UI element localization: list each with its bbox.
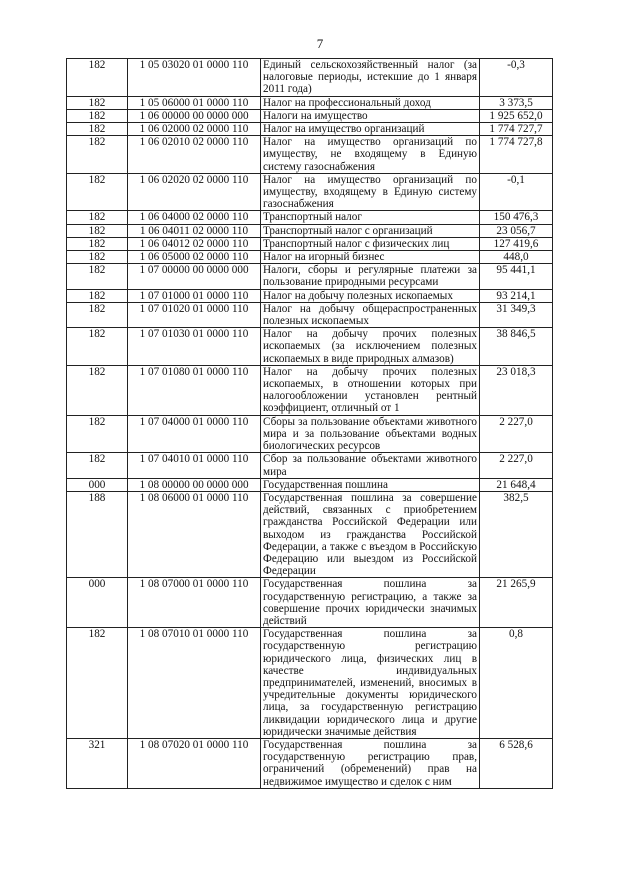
table-row — [67, 123, 553, 136]
amount-cell: 21 648,4 — [480, 478, 553, 491]
table-row — [67, 738, 553, 788]
admin-code-cell: 182 — [67, 365, 128, 415]
budget-classification-code-cell: 1 07 01000 01 0000 110 — [128, 289, 261, 302]
budget-classification-code-cell: 1 06 02000 02 0000 110 — [128, 123, 261, 136]
budget-classification-code-cell: 1 08 07020 01 0000 110 — [128, 738, 261, 788]
admin-code-cell: 182 — [67, 415, 128, 453]
budget-classification-code-cell: 1 06 04012 02 0000 110 — [128, 237, 261, 250]
table-row — [67, 415, 553, 453]
revenue-name-cell: Налог на имущество организаций по имуществу, входящему в Единую систему газоснабжения — [261, 173, 480, 211]
amount-cell: 21 265,9 — [480, 578, 553, 628]
revenue-name-cell: Налог на имущество организаций по имуществу, не входящему в Единую систему газоснабжения — [261, 136, 480, 174]
admin-code-cell: 182 — [67, 173, 128, 211]
revenue-name-cell: Налог на добычу прочих полезных ископаемых, в отношении которых при налогообложении установлен рентный коэффициент, отличный от 1 — [261, 365, 480, 415]
amount-cell: 31 349,3 — [480, 302, 553, 327]
revenue-name-cell: Транспортный налог с физических лиц — [261, 237, 480, 250]
budget-classification-code-cell: 1 07 04000 01 0000 110 — [128, 415, 261, 453]
page-number: 7 — [316, 36, 324, 51]
admin-code-cell: 182 — [67, 211, 128, 224]
budget-classification-code-cell: 1 06 05000 02 0000 110 — [128, 251, 261, 264]
budget-classification-code-cell: 1 05 03020 01 0000 110 — [128, 59, 261, 97]
admin-code-cell: 188 — [67, 491, 128, 577]
revenue-name-cell: Государственная пошлина за совершение действий, связанных с приобретением гражданства Российской Федерации или выходом из гражданства Российской Федерации, а также с въездом в Российскую Федерацию или выездом из Российской Федерации — [261, 491, 480, 577]
budget-classification-code-cell: 1 08 07010 01 0000 110 — [128, 628, 261, 739]
amount-cell: 93 214,1 — [480, 289, 553, 302]
table-row — [67, 251, 553, 264]
table-row — [67, 136, 553, 174]
amount-cell: 1 925 652,0 — [480, 109, 553, 122]
revenue-name-cell: Налог на имущество организаций — [261, 123, 480, 136]
table-row — [67, 237, 553, 250]
budget-classification-code-cell: 1 07 01080 01 0000 110 — [128, 365, 261, 415]
amount-cell: 2 227,0 — [480, 453, 553, 478]
revenue-name-cell: Налог на добычу полезных ископаемых — [261, 289, 480, 302]
revenue-name-cell: Налоги, сборы и регулярные платежи за пользование природными ресурсами — [261, 264, 480, 289]
budget-classification-code-cell: 1 06 04000 02 0000 110 — [128, 211, 261, 224]
revenue-name-cell: Налоги на имущество — [261, 109, 480, 122]
admin-code-cell: 182 — [67, 237, 128, 250]
admin-code-cell: 182 — [67, 59, 128, 97]
amount-cell: 382,5 — [480, 491, 553, 577]
admin-code-cell: 000 — [67, 478, 128, 491]
revenue-name-cell: Налог на игорный бизнес — [261, 251, 480, 264]
budget-classification-code-cell: 1 06 02010 02 0000 110 — [128, 136, 261, 174]
budget-classification-code-cell: 1 08 07000 01 0000 110 — [128, 578, 261, 628]
revenue-name-cell: Сборы за пользование объектами животного мира и за пользование объектами водных биологических ресурсов — [261, 415, 480, 453]
table-row — [67, 365, 553, 415]
admin-code-cell: 182 — [67, 109, 128, 122]
admin-code-cell: 182 — [67, 264, 128, 289]
amount-cell: 3 373,5 — [480, 96, 553, 109]
amount-cell: 6 528,6 — [480, 738, 553, 788]
table-row — [67, 628, 553, 739]
revenue-name-cell: Единый сельскохозяйственный налог (за налоговые периоды, истекшие до 1 января 2011 года) — [261, 59, 480, 97]
amount-cell: -0,3 — [480, 59, 553, 97]
admin-code-cell: 182 — [67, 251, 128, 264]
revenue-name-cell: Налог на добычу прочих полезных ископаемых (за исключением полезных ископаемых в виде природных алмазов) — [261, 328, 480, 366]
table-row — [67, 491, 553, 577]
table-row — [67, 478, 553, 491]
table-row — [67, 264, 553, 289]
table-body — [67, 59, 553, 789]
amount-cell: 95 441,1 — [480, 264, 553, 289]
table-row — [67, 328, 553, 366]
table-row — [67, 453, 553, 478]
budget-classification-code-cell: 1 07 01020 01 0000 110 — [128, 302, 261, 327]
budget-classification-code-cell: 1 07 00000 00 0000 000 — [128, 264, 261, 289]
amount-cell: 1 774 727,8 — [480, 136, 553, 174]
table-row — [67, 302, 553, 327]
amount-cell: 1 774 727,7 — [480, 123, 553, 136]
amount-cell: 23 018,3 — [480, 365, 553, 415]
admin-code-cell: 321 — [67, 738, 128, 788]
table-row — [67, 289, 553, 302]
admin-code-cell: 182 — [67, 302, 128, 327]
revenue-name-cell: Транспортный налог — [261, 211, 480, 224]
budget-classification-code-cell: 1 06 02020 02 0000 110 — [128, 173, 261, 211]
table-row — [67, 173, 553, 211]
revenue-name-cell: Государственная пошлина за государственную регистрацию, а также за совершение прочих юридически значимых действий — [261, 578, 480, 628]
revenue-name-cell: Государственная пошлина — [261, 478, 480, 491]
budget-classification-code-cell: 1 08 00000 00 0000 000 — [128, 478, 261, 491]
table-row — [67, 59, 553, 97]
table-row — [67, 109, 553, 122]
amount-cell: 127 419,6 — [480, 237, 553, 250]
budget-classification-code-cell: 1 05 06000 01 0000 110 — [128, 96, 261, 109]
admin-code-cell: 182 — [67, 136, 128, 174]
budget-classification-code-cell: 1 07 01030 01 0000 110 — [128, 328, 261, 366]
admin-code-cell: 000 — [67, 578, 128, 628]
budget-classification-code-cell: 1 06 00000 00 0000 000 — [128, 109, 261, 122]
admin-code-cell: 182 — [67, 453, 128, 478]
amount-cell: 0,8 — [480, 628, 553, 739]
revenue-name-cell: Транспортный налог с организаций — [261, 224, 480, 237]
budget-classification-code-cell: 1 06 04011 02 0000 110 — [128, 224, 261, 237]
table-row — [67, 224, 553, 237]
revenue-name-cell: Налог на профессиональный доход — [261, 96, 480, 109]
budget-revenue-table — [66, 58, 553, 789]
admin-code-cell: 182 — [67, 328, 128, 366]
admin-code-cell: 182 — [67, 96, 128, 109]
table-row — [67, 211, 553, 224]
admin-code-cell: 182 — [67, 123, 128, 136]
admin-code-cell: 182 — [67, 289, 128, 302]
revenue-name-cell: Налог на добычу общераспространенных полезных ископаемых — [261, 302, 480, 327]
amount-cell: 150 476,3 — [480, 211, 553, 224]
amount-cell: 38 846,5 — [480, 328, 553, 366]
amount-cell: 448,0 — [480, 251, 553, 264]
amount-cell: 2 227,0 — [480, 415, 553, 453]
table-row — [67, 578, 553, 628]
amount-cell: 23 056,7 — [480, 224, 553, 237]
revenue-name-cell: Государственная пошлина за государственную регистрацию прав, ограничений (обременений) прав на недвижимое имущество и сделок с ним — [261, 738, 480, 788]
revenue-name-cell: Сбор за пользование объектами животного мира — [261, 453, 480, 478]
amount-cell: -0,1 — [480, 173, 553, 211]
admin-code-cell: 182 — [67, 224, 128, 237]
admin-code-cell: 182 — [67, 628, 128, 739]
budget-classification-code-cell: 1 07 04010 01 0000 110 — [128, 453, 261, 478]
budget-classification-code-cell: 1 08 06000 01 0000 110 — [128, 491, 261, 577]
revenue-name-cell: Государственная пошлина за государственную регистрацию юридического лица, физических лиц в качестве индивидуальных предпринимателей, изменений, вносимых в учредительные документы юридического лица, за государственную регистрацию ликвидации юридического лица и другие юридически значимые действия — [261, 628, 480, 739]
table-row — [67, 96, 553, 109]
